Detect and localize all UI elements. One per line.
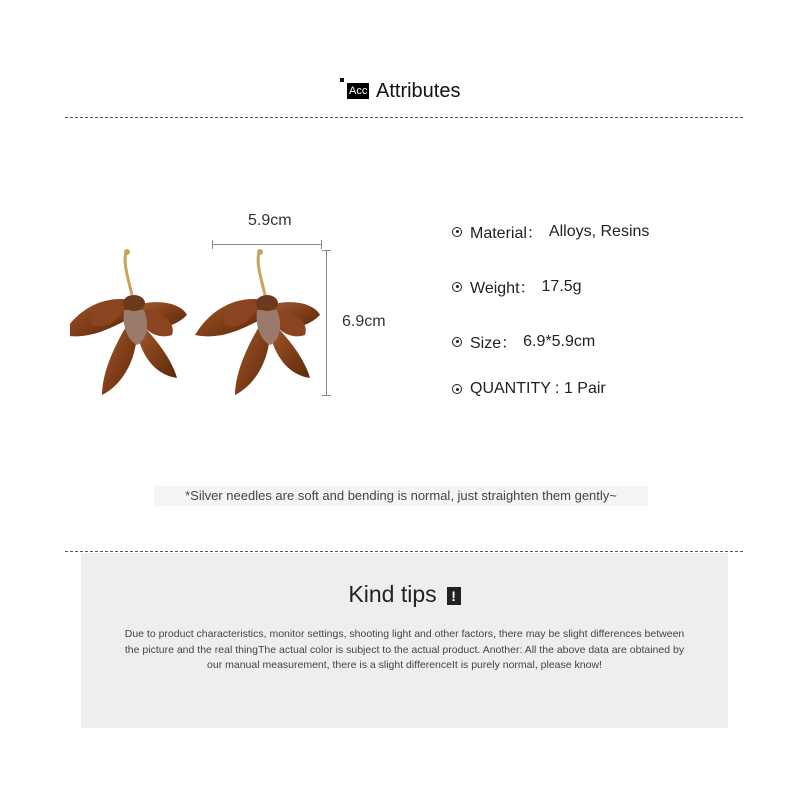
spec-label: Weight： (470, 280, 536, 297)
spec-label: Size： (470, 335, 518, 352)
spec-quantity (452, 380, 606, 398)
spec-value: Alloys, Resins (548, 222, 650, 240)
spec-label: Material： (470, 225, 543, 242)
divider-middle (65, 551, 743, 552)
earring-left (70, 249, 187, 395)
product-figure (70, 200, 410, 420)
header-tag: Acc (349, 85, 368, 97)
spec-weight (452, 275, 582, 298)
width-dimension-line (212, 240, 322, 249)
height-dimension-label: 6.9cm (342, 313, 386, 330)
spec-size (452, 330, 595, 353)
header-dot (340, 78, 344, 82)
height-dimension-line (322, 250, 331, 396)
bullet-icon (452, 282, 462, 292)
earrings-image (70, 200, 410, 420)
kind-tips-body: Due to product characteristics, monitor settings, shooting light and other factors, there may be slight differences between the picture and the real thingThe actual color is subject to the actual product. Another: All the above data are obtained by our manual measurement, there is a slight differenceIt is purely normal, please know! (124, 628, 685, 671)
spec-value: 6.9*5.9cm (523, 332, 596, 350)
kind-tips-panel (81, 553, 728, 728)
spec-material (452, 220, 649, 243)
bullet-icon (452, 384, 462, 394)
kind-tips-title: Kind tips (348, 581, 437, 607)
section-header (0, 78, 800, 108)
bullet-icon (452, 337, 462, 347)
divider-top (65, 117, 743, 118)
warning-icon: ! (447, 587, 461, 605)
bullet-icon (452, 227, 462, 237)
spec-label: QUANTITY : 1 Pair (470, 380, 606, 397)
kind-tips-heading (81, 581, 728, 608)
earring-right (195, 249, 320, 395)
spec-value: 17.5g (541, 277, 582, 295)
section-title: Attributes (376, 80, 461, 102)
width-dimension-label: 5.9cm (248, 212, 292, 229)
care-note: *Silver needles are soft and bending is normal, just straighten them gently~ (154, 486, 648, 506)
